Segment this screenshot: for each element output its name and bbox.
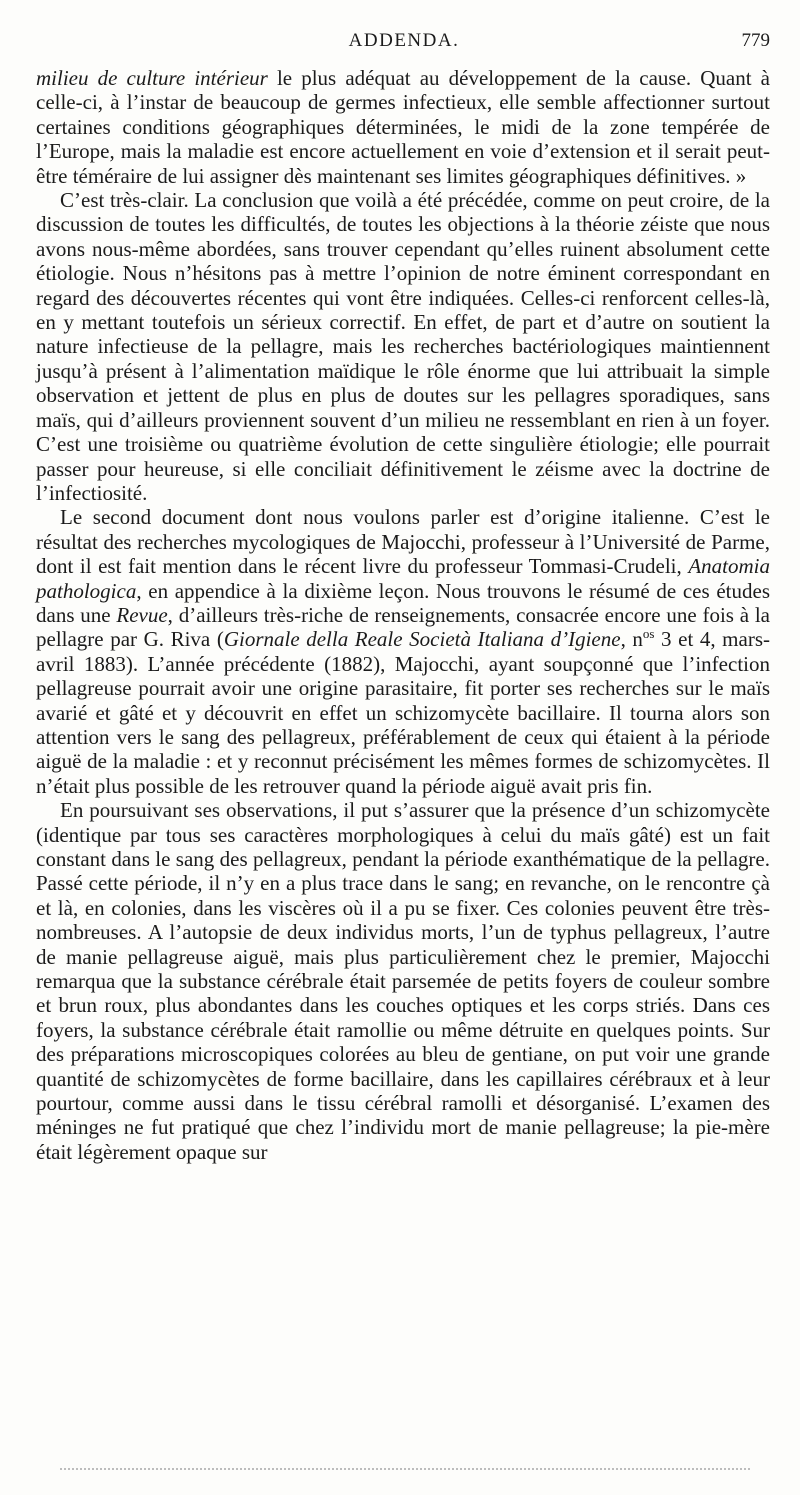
paragraph-text: Le second document dont nous voulons parler est d’origine italienne. C’est le résultat des recherches mycologiques de Majocchi, professeur à l’Université de Parme, dont il est fait mention dans le récent livre du professeur Tommasi-Crudeli, (36, 505, 770, 579)
paragraph-2: C’est très-clair. La conclusion que voilà a été précédée, comme on peut croire, de la discussion de toutes les difficultés, de toutes les objections à la théorie zéiste que nous avons nous-même abordées, sans trouver cependant qu’elles ruinent absolument cette étiologie. Nous n’hésitons pas à mettre l’opinion de notre éminent correspondant en regard des découvertes récentes qui vont être indiquées. Celles-ci renforcent celles-là, en y mettant toutefois un sérieux correctif. En effet, de part et d’autre on soutient la nature infectieuse de la pellagre, mais les recherches bactériologiques maintiennent jusqu’à présent à l’alimentation maïdique le rôle énorme que lui attribuait la simple observation et jettent de plus en plus de doutes sur les pellagres sporadiques, sans maïs, qui d’ailleurs proviennent souvent d’un milieu ne ressemblant en rien à un foyer. C’est une troisième ou quatrième évolution de cette singulière étiologie; elle pourrait passer pour heureuse, si elle conciliait définitivement le zéisme avec la doctrine de l’infectiosité. (36, 188, 770, 505)
body-text (36, 66, 770, 1164)
book-title: Anatomia pathologica (36, 554, 770, 603)
superscript: os (642, 626, 655, 642)
journal-title: Giornale della Reale Società Italiana d’Igiene (223, 627, 621, 652)
bleed-through-trace (60, 1468, 750, 1470)
paragraph-text: , d’ailleurs très-riche de renseignements, consacrée encore une fois à la pellagre par G. Riva ( (36, 602, 770, 652)
paragraph-text: 3 et 4, mars-avril 1883). L’année précédente (1882), Majocchi, ayant soupçonné que l’infection pellagreuse pourrait avoir une origine parasitaire, fit porter ses recherches sur le maïs avarié et gâté et y découvrit en effet un schizomycète bacillaire. Il tourna alors son attention vers le sang des pellagreux, préférablement de ceux qui étaient à la période aiguë de la maladie : et y reconnut précisément les mêmes formes de schizomycètes. Il n’était plus possible de les retrouver quand la période aiguë avait pris fin. (36, 627, 770, 798)
running-head: ADDENDA. (348, 30, 460, 51)
page-number: 779 (741, 30, 770, 51)
paragraph-text: , n (620, 627, 643, 652)
journal-word: Revue (116, 602, 168, 627)
paragraph-text: , en appendice à la dixième leçon. Nous trouvons le résumé de ces études dans une (36, 578, 770, 627)
paragraph-1 (36, 66, 770, 188)
paragraph-3 (36, 505, 770, 798)
italic-phrase: milieu de culture intérieur (36, 66, 268, 90)
page-header (38, 30, 770, 58)
paragraph-text: le plus adéquat au développement de la cause. Quant à celle-ci, à l’instar de beaucoup de germes infectieux, elle semble affectionner surtout certaines conditions géographiques déterminées, le midi de la zone tempérée de l’Europe, mais la maladie est encore actuellement en voie d’extension et il serait peut-être téméraire de lui assigner dès maintenant ses limites géographiques définitives. » (36, 66, 770, 188)
paragraph-4: En poursuivant ses observations, il put s’assurer que la présence d’un schizomycète (identique par tous ses caractères morphologiques à celui du maïs gâté) est un fait constant dans le sang des pellagreux, pendant la période exanthématique de la pellagre. Passé cette période, il n’y en a plus trace dans le sang; en revanche, on le rencontre çà et là, en colonies, dans les viscères où il a pu se fixer. Ces colonies peuvent être très-nombreuses. A l’autopsie de deux individus morts, l’un de typhus pellagreux, l’autre de manie pellagreuse aiguë, mais plus particulièrement chez le premier, Majocchi remarqua que la substance cérébrale était parsemée de petits foyers de couleur sombre et brun roux, plus abondantes dans les couches optiques et les corps striés. Dans ces foyers, la substance cérébrale était ramollie ou même détruite en quelques points. Sur des préparations microscopiques colorées au bleu de gentiane, on put voir une grande quantité de schizomycètes de forme bacillaire, dans les capillaires cérébraux et à leur pourtour, comme aussi dans le tissu cérébral ramolli et désorganisé. L’examen des méninges ne fut pratiqué que chez l’individu mort de manie pellagreuse; la pie-mère était légèrement opaque sur (36, 798, 770, 1164)
